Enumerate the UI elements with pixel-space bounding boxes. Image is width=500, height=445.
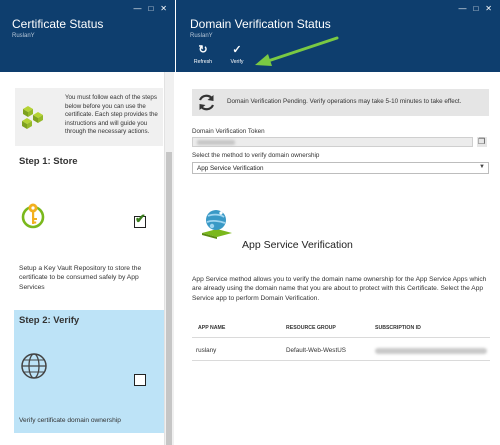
verify-button[interactable]: [223, 44, 251, 65]
method-value: App Service Verification: [197, 165, 264, 172]
copy-icon: ❐: [478, 137, 486, 146]
close-icon[interactable]: ✕: [485, 4, 492, 13]
minimize-icon[interactable]: —: [133, 4, 142, 13]
scrollbar-thumb[interactable]: [166, 152, 172, 445]
refresh-icon: ↻: [198, 44, 208, 56]
column-header-subscription-id[interactable]: SUBSCRIPTION ID: [375, 325, 421, 331]
close-icon[interactable]: ✕: [160, 4, 167, 13]
info-box: [15, 88, 163, 146]
arrow-annotation: [251, 30, 341, 70]
table-row-resource-group[interactable]: Default-Web-WestUS: [286, 347, 346, 354]
globe-icon: [20, 352, 48, 380]
minimize-icon[interactable]: —: [458, 4, 467, 13]
cubes-icon: [19, 104, 47, 130]
blade-subtitle: RuslanY: [190, 33, 213, 39]
info-text: You must follow each of the steps below before you can use the certificate. Each step provides the instructions and will guide you through the necessary actions.: [65, 94, 158, 136]
verify-label: Verify: [230, 59, 244, 65]
blade-title: Certificate Status: [12, 17, 104, 31]
blade-header: [0, 0, 175, 72]
scrollbar[interactable]: [164, 72, 174, 445]
step2-title: Step 2: Verify: [19, 315, 80, 326]
refresh-label: Refresh: [193, 59, 213, 65]
token-label: Domain Verification Token: [192, 128, 265, 135]
checkmark-icon: ✔: [135, 211, 146, 226]
pending-banner: [192, 89, 489, 116]
sync-icon: [196, 92, 217, 113]
table-row-app-name[interactable]: ruslany: [196, 347, 217, 354]
token-value-redacted: [197, 140, 235, 145]
step1-title[interactable]: Step 1: Store: [19, 156, 78, 167]
step1-description: Setup a Key Vault Repository to store the certificate to be consumed safely by App Services: [19, 265, 142, 291]
blade-subtitle: RuslanY: [12, 33, 35, 39]
token-field[interactable]: [192, 137, 473, 147]
window-controls: [133, 5, 167, 13]
step2-tile[interactable]: [14, 310, 164, 433]
chevron-down-icon: ▼: [479, 164, 485, 170]
key-vault-icon: [20, 200, 46, 232]
window-controls: [458, 5, 492, 13]
copy-button[interactable]: [477, 137, 487, 147]
maximize-icon[interactable]: □: [148, 4, 154, 13]
blade-title: Domain Verification Status: [190, 17, 331, 31]
table-row-subscription-redacted: [375, 348, 487, 354]
checkmark-icon: ✓: [232, 44, 242, 56]
method-dropdown[interactable]: [192, 162, 489, 174]
section-description: App Service method allows you to verify the domain name ownership for the App Service Apps which are already using the domain name that you are about to protect with this Certificate. Select the App Service app to perform Domain Verification.: [192, 276, 487, 302]
certificate-status-blade: [0, 0, 175, 445]
banner-text: Domain Verification Pending. Verify operations may take 5-10 minutes to take effect.: [227, 98, 462, 105]
table-divider: [192, 337, 490, 338]
step2-description: Verify certificate domain ownership: [19, 417, 121, 424]
maximize-icon[interactable]: □: [473, 4, 479, 13]
column-header-app-name[interactable]: APP NAME: [198, 325, 226, 331]
app-service-icon: [199, 206, 235, 242]
refresh-button[interactable]: [189, 44, 217, 65]
column-header-resource-group[interactable]: RESOURCE GROUP: [286, 325, 336, 331]
method-label: Select the method to verify domain ownership: [192, 152, 320, 159]
table-divider: [192, 360, 490, 361]
step2-checkbox: [134, 374, 146, 386]
section-title: App Service Verification: [242, 239, 353, 251]
